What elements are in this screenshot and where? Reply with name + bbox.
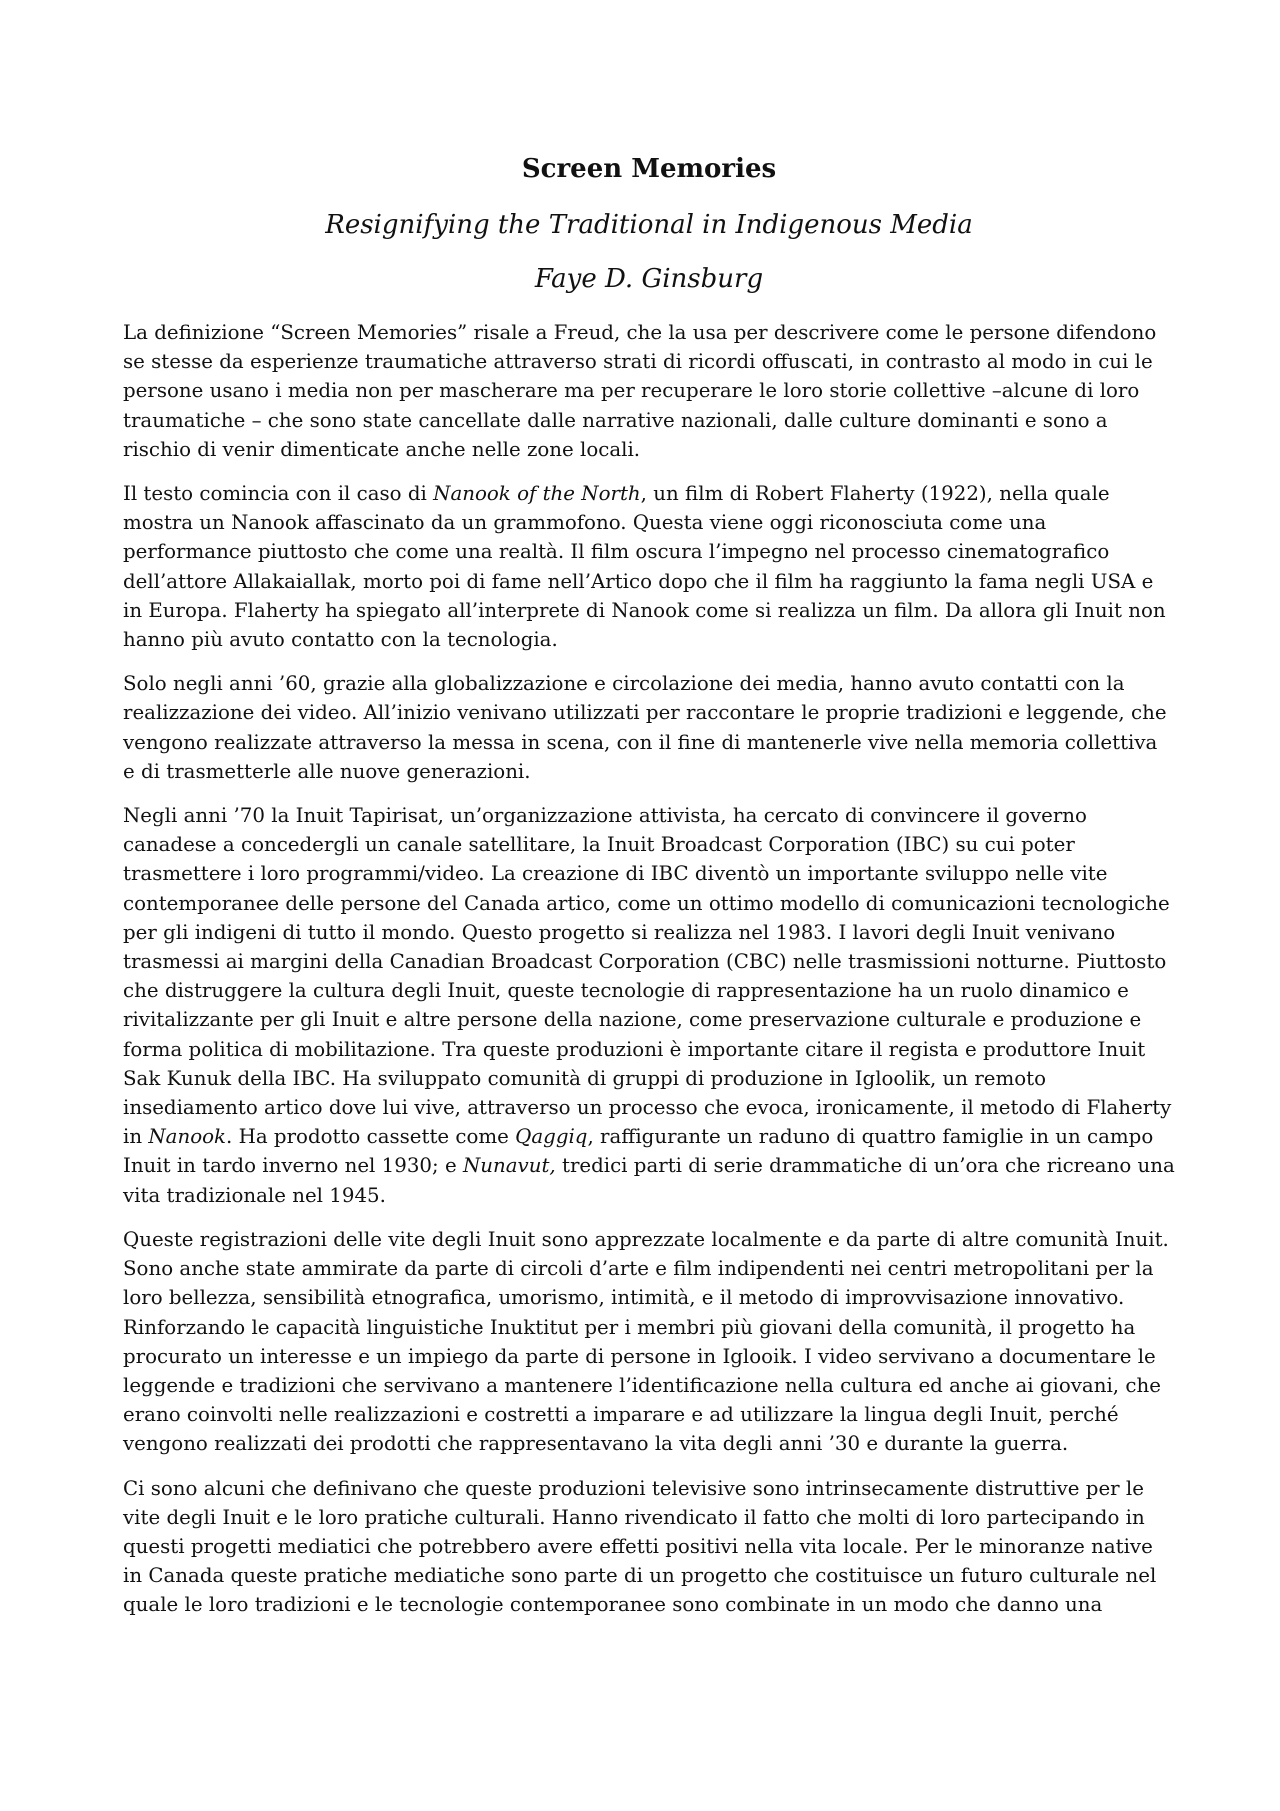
paragraph-4-text-c: , raffigurante un raduno di quattro famiglie in un campo Inuit in tardo inverno nel 1930; e <box>123 1125 1154 1178</box>
paragraph-4-text-a: Negli anni ’70 la Inuit Tapirisat, un’organizzazione attivista, ha cercato di convincere il governo canadese a concedergli un canale satellitare, la Inuit Broadcast Corporation (IBC) su cui poter trasmettere i loro programmi/video. La creazione di IBC diventò un importante sviluppo nelle vite contemporanee delle persone del Canada artico, come un ottimo modello di comunicazioni tecnologiche per gli indigeni di tutto il mondo. Questo progetto si realizza nel 1983. I lavori degli Inuit venivano trasmessi ai margini della Canadian Broadcast Corporation (CBC) nelle trasmissioni notturne. Piuttosto che distruggere la cultura degli Inuit, queste tecnologie di rappresentazione ha un ruolo dinamico e rivitalizzante per gli Inuit e altre persone della nazione, come preservazione culturale e produzione e forma politica di mobilitazione. Tra queste produzioni è importante citare il regista e produttore Inuit Sak Kunuk della IBC. Ha sviluppato comunità di gruppi di produzione in Igloolik, un remoto insediamento artico dove lui vive, attraverso un processo che evoca, ironicamente, il metodo di Flaherty in <box>123 804 1172 1149</box>
paragraph-4 <box>123 801 1175 1210</box>
paragraph-4-text-d: tredici parti di serie drammatiche di un’ora che ricreano una vita tradizionale nel 1945. <box>123 1154 1175 1207</box>
paragraph-2-text-a: Il testo comincia con il caso di <box>123 482 434 506</box>
document-title: Screen Memories <box>521 154 777 184</box>
series-title-nunavut: Nunavut, <box>462 1154 556 1178</box>
paragraph-1: La definizione “Screen Memories” risale a Freud, che la usa per descrivere come le persone difendono se stesse da esperienze traumatiche attraverso strati di ricordi offuscati, in contrasto al modo in cui le persone usano i media non per mascherare ma per recuperare le loro storie collettive –alcune di loro traumatiche – che sono state cancellate dalle narrative nazionali, dalle culture dominanti e sono a rischio di venir dimenticate anche nelle zone locali. <box>123 321 1157 461</box>
document-page <box>123 152 1175 1635</box>
document-author: Faye D. Ginsburg <box>534 264 764 294</box>
paragraph-3: Solo negli anni ’60, grazie alla globalizzazione e circolazione dei media, hanno avuto contatti con la realizzazione dei video. All’inizio venivano utilizzati per raccontare le proprie tradizioni e leggende, che vengono realizzate attraverso la messa in scena, con il fine di mantenerle vive nella memoria collettiva e di trasmetterle alle nuove generazioni. <box>123 672 1167 783</box>
paragraph-2-text-b: , un film di Robert Flaherty (1922), nella quale mostra un Nanook affascinato da un grammofono. Questa viene oggi riconosciuta come una performance piuttosto che come una realtà. Il film oscura l’impegno nel processo cinematografico dell’attore Allakaiallak, morto poi di fame nell’Artico dopo che il film ha raggiunto la fama negli USA e in Europa. Flaherty ha spiegato all’interprete di Nanook come si realizza un film. Da allora gli Inuit non hanno più avuto contatto con la tecnologia. <box>123 482 1166 652</box>
paragraph-5: Queste registrazioni delle vite degli Inuit sono apprezzate localmente e da parte di altre comunità Inuit. Sono anche state ammirate da parte di circoli d’arte e film indipendenti nei centri metropolitani per la loro bellezza, sensibilità etnografica, umorismo, intimità, e il metodo di improvvisazione innovativo. Rinforzando le capacità linguistiche Inuktitut per i membri più giovani della comunità, il progetto ha procurato un interesse e un impiego da parte di persone in Iglooik. I video servivano a documentare le leggende e tradizioni che servivano a mantenere l’identificazione nella cultura ed anche ai giovani, che erano coinvolti nelle realizzazioni e costretti a imparare e ad utilizzare la lingua degli Inuit, perché vengono realizzati dei prodotti che rappresentavano la vita degli anni ’30 e durante la guerra. <box>123 1227 1169 1456</box>
film-title-nanook: Nanook <box>148 1125 227 1149</box>
film-title-nanook-of-the-north: Nanook of the North <box>433 482 641 506</box>
paragraph-6: Ci sono alcuni che definivano che queste produzioni televisive sono intrinsecamente distruttive per le vite degli Inuit e le loro pratiche culturali. Hanno rivendicato il fatto che molti di loro partecipando in questi progetti mediatici che potrebbero avere effetti positivi nella vita locale. Per le minoranze native in Canada queste pratiche mediatiche sono parte di un progetto che costituisce un futuro culturale nel quale le loro tradizioni e le tecnologie contemporanee sono combinate in un modo che danno una <box>123 1476 1157 1617</box>
paragraph-4-text-b: . Ha prodotto cassette come <box>226 1125 516 1149</box>
film-title-qaggiq: Qaggiq <box>515 1125 588 1149</box>
document-subtitle: Resignifying the Traditional in Indigenous Media <box>325 210 973 240</box>
paragraph-2 <box>123 479 1175 654</box>
